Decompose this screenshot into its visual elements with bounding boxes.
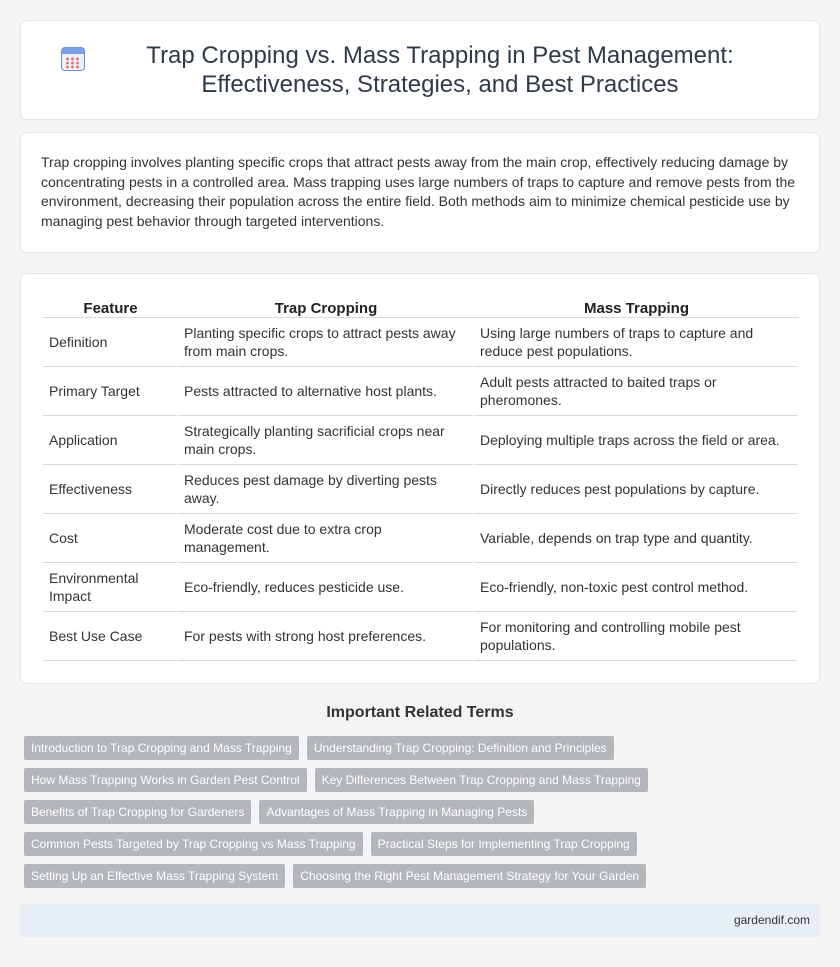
related-term-tag[interactable]: Advantages of Mass Trapping in Managing Pests	[259, 800, 534, 824]
feature-cell: Best Use Case	[43, 612, 178, 661]
intro-paragraph: Trap cropping involves planting specific crops that attract pests away from the main crop, effectively reducing damage by concentrating pests in a controlled area. Mass trapping uses large numbers of traps to capture and remove pests from the environment, decreasing their population across the entire field. Both methods aim to minimize chemical pesticide use by managing pest behavior through targeted interventions.	[41, 154, 796, 229]
feature-cell: Effectiveness	[43, 465, 178, 514]
trap-cropping-cell: Planting specific crops to attract pests away from main crops.	[178, 318, 474, 367]
tag-row	[24, 800, 824, 824]
mass-trapping-cell: Directly reduces pest populations by capture.	[474, 465, 799, 514]
feature-cell: Application	[43, 416, 178, 465]
table-row	[43, 465, 799, 514]
trap-cropping-cell: Strategically planting sacrificial crops near main crops.	[178, 416, 474, 465]
related-term-tag[interactable]: Setting Up an Effective Mass Trapping System	[24, 864, 285, 888]
table-row	[43, 563, 799, 612]
related-terms-tags	[24, 736, 824, 896]
footer-site-link[interactable]: gardendif.com	[733, 913, 810, 927]
trap-cropping-cell: Pests attracted to alternative host plants.	[178, 367, 474, 416]
mass-trapping-cell: Variable, depends on trap type and quantity.	[474, 514, 799, 563]
title-card	[20, 20, 820, 120]
page-title: Trap Cropping vs. Mass Trapping in Pest Management: Effectiveness, Strategies, and Best Practices	[146, 42, 734, 98]
comparison-card	[20, 273, 820, 684]
trap-cropping-cell: Moderate cost due to extra crop management.	[178, 514, 474, 563]
related-term-tag[interactable]: Common Pests Targeted by Trap Cropping vs Mass Trapping	[24, 832, 363, 856]
mass-trapping-cell: Eco-friendly, non-toxic pest control method.	[474, 563, 799, 612]
related-term-tag[interactable]: Introduction to Trap Cropping and Mass Trapping	[24, 736, 299, 760]
mass-trapping-cell: Deploying multiple traps across the field or area.	[474, 416, 799, 465]
related-terms-title: Important Related Terms	[326, 704, 514, 721]
tag-row	[24, 864, 824, 888]
related-term-tag[interactable]: Understanding Trap Cropping: Definition and Principles	[307, 736, 614, 760]
related-term-tag[interactable]: Choosing the Right Pest Management Strategy for Your Garden	[293, 864, 646, 888]
related-term-tag[interactable]: Practical Steps for Implementing Trap Cropping	[371, 832, 637, 856]
header-trap-cropping: Trap Cropping	[178, 294, 474, 318]
footer	[20, 904, 820, 937]
table-header-row	[43, 294, 799, 318]
table-row	[43, 416, 799, 465]
mass-trapping-cell: For monitoring and controlling mobile pest populations.	[474, 612, 799, 661]
comparison-table	[43, 294, 799, 661]
table-row	[43, 318, 799, 367]
mass-trapping-cell: Adult pests attracted to baited traps or pheromones.	[474, 367, 799, 416]
related-term-tag[interactable]: Key Differences Between Trap Cropping and Mass Trapping	[315, 768, 648, 792]
tag-row	[24, 768, 824, 792]
related-term-tag[interactable]: Benefits of Trap Cropping for Gardeners	[24, 800, 251, 824]
header-feature: Feature	[43, 294, 178, 318]
feature-cell: Primary Target	[43, 367, 178, 416]
trap-cropping-cell: Reduces pest damage by diverting pests away.	[178, 465, 474, 514]
tag-row	[24, 736, 824, 760]
related-term-tag[interactable]: How Mass Trapping Works in Garden Pest Control	[24, 768, 307, 792]
tag-row	[24, 832, 824, 856]
table-row	[43, 612, 799, 661]
table-row	[43, 367, 799, 416]
header-mass-trapping: Mass Trapping	[474, 294, 799, 318]
feature-cell: Cost	[43, 514, 178, 563]
trap-cropping-cell: For pests with strong host preferences.	[178, 612, 474, 661]
table-row	[43, 514, 799, 563]
mass-trapping-cell: Using large numbers of traps to capture and reduce pest populations.	[474, 318, 799, 367]
feature-cell: Environmental Impact	[43, 563, 178, 612]
calendar-icon	[61, 47, 85, 71]
intro-card	[20, 132, 820, 253]
feature-cell: Definition	[43, 318, 178, 367]
trap-cropping-cell: Eco-friendly, reduces pesticide use.	[178, 563, 474, 612]
